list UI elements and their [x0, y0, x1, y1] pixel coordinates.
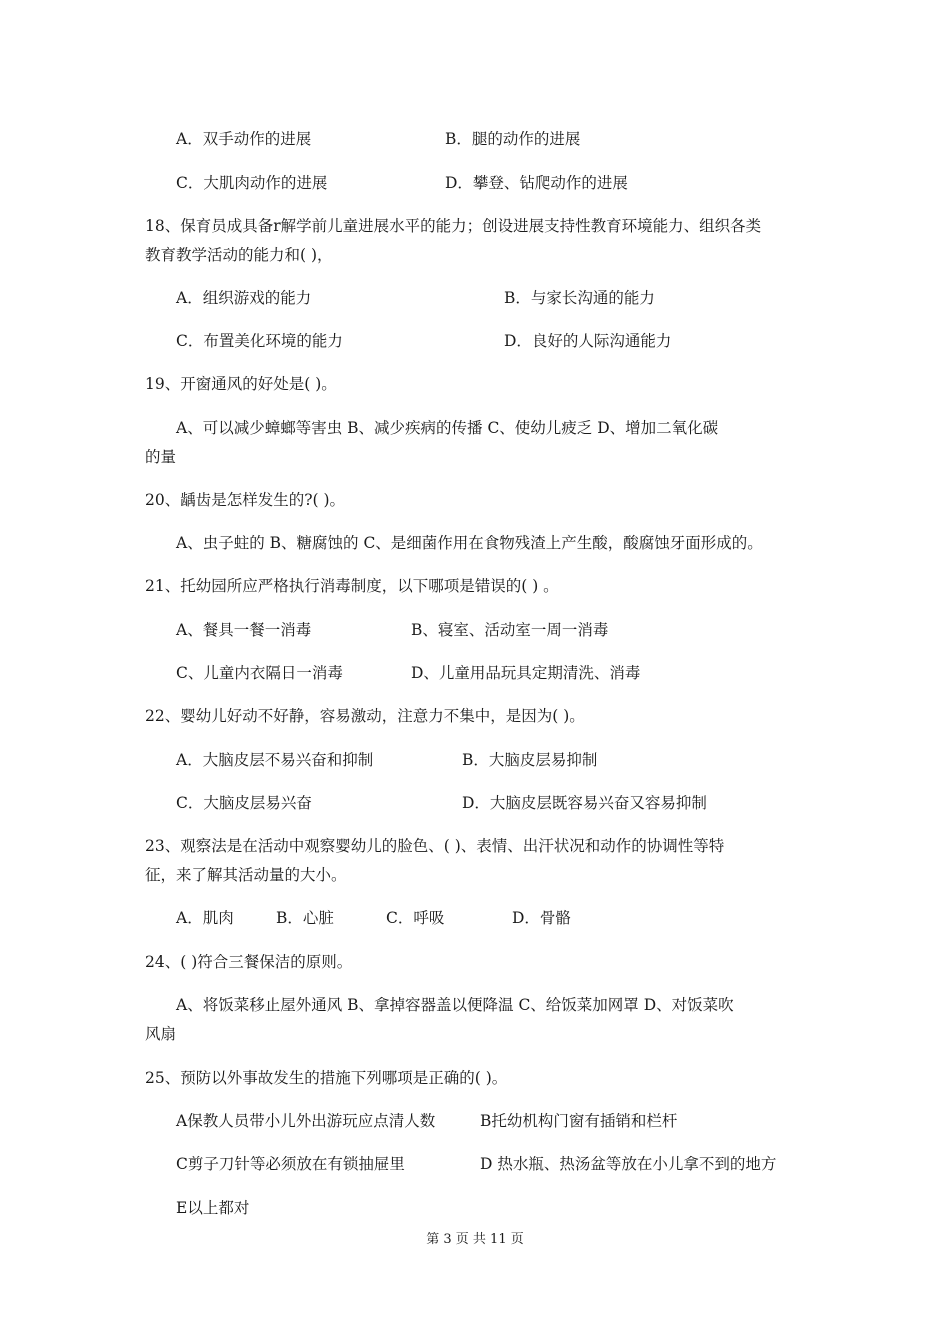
- q25-option-a: A保教人员带小儿外出游玩应点清人数: [176, 1112, 436, 1130]
- q25-option-b: B托幼机构门窗有插销和栏杆: [480, 1112, 678, 1130]
- q24-options-continued: 风扇: [145, 1025, 177, 1043]
- q19-options: A、可以减少蟑螂等害虫 B、减少疾病的传播 C、使幼儿疲乏 D、增加二氧化碳: [176, 419, 719, 437]
- q25-option-d: D 热水瓶、热汤盆等放在小儿拿不到的地方: [480, 1155, 777, 1173]
- question-22: 22、婴幼儿好动不好静，容易激动，注意力不集中，是因为( )。: [145, 707, 585, 725]
- q22-option-d: D．大脑皮层既容易兴奋又容易抑制: [462, 794, 707, 812]
- question-20: 20、龋齿是怎样发生的?( )。: [145, 491, 346, 509]
- q19-options-continued: 的量: [145, 448, 177, 466]
- q24-options: A、将饭菜移止屋外通风 B、拿掉容器盖以便降温 C、给饭菜加网罩 D、对饭菜吹: [176, 996, 734, 1014]
- q23-option-a: A．肌肉: [176, 909, 234, 927]
- q22-option-a: A．大脑皮层不易兴奋和抑制: [176, 751, 374, 769]
- option-b: B．腿的动作的进展: [445, 130, 581, 148]
- q21-option-d: D、儿童用品玩具定期清洗、消毒: [411, 664, 641, 682]
- page-footer: 第 3 页 共 11 页: [426, 1232, 524, 1247]
- question-25: 25、预防以外事故发生的措施下列哪项是正确的( )。: [145, 1069, 508, 1087]
- q21-option-b: B、寝室、活动室一周一消毒: [411, 621, 609, 639]
- option-a: A．双手动作的进展: [176, 130, 312, 148]
- q23-option-c: C．呼吸: [386, 909, 445, 927]
- q23-option-b: B．心脏: [276, 909, 334, 927]
- q18-option-c: C．布置美化环境的能力: [176, 332, 343, 350]
- question-18: 18、保育员成具备r解学前儿童进展水平的能力；创设进展支持性教育环境能力、组织各类: [145, 217, 762, 235]
- question-21: 21、托幼园所应严格执行消毒制度，以下哪项是错误的( ) 。: [145, 577, 559, 595]
- question-24: 24、( )符合三餐保洁的原则。: [145, 953, 353, 971]
- q23-option-d: D．骨骼: [512, 909, 571, 927]
- option-c: C．大肌肉动作的进展: [176, 174, 328, 192]
- q22-option-b: B．大脑皮层易抑制: [462, 751, 598, 769]
- question-18-continued: 教育教学活动的能力和( )，: [145, 246, 333, 264]
- option-d: D．攀登、钻爬动作的进展: [445, 174, 628, 192]
- q18-option-d: D．良好的人际沟通能力: [504, 332, 672, 350]
- q21-option-a: A、餐具一餐一消毒: [176, 621, 312, 639]
- q18-option-b: B．与家长沟通的能力: [504, 289, 655, 307]
- q18-option-a: A．组织游戏的能力: [176, 289, 312, 307]
- q22-option-c: C．大脑皮层易兴奋: [176, 794, 312, 812]
- q20-options: A、虫子蛀的 B、糖腐蚀的 C、是细菌作用在食物残渣上产生酸，酸腐蚀牙面形成的。: [176, 534, 763, 552]
- question-23: 23、观察法是在活动中观察婴幼儿的脸色、( )、表情、出汗状况和动作的协调性等特: [145, 837, 725, 855]
- q21-option-c: C、儿童内衣隔日一消毒: [176, 664, 343, 682]
- q25-option-e: E以上都对: [176, 1199, 250, 1217]
- question-23-continued: 征，来了解其活动量的大小。: [145, 866, 347, 884]
- question-19: 19、开窗通风的好处是( )。: [145, 375, 337, 393]
- q25-option-c: C剪子刀针等必须放在有锁抽屉里: [176, 1155, 405, 1173]
